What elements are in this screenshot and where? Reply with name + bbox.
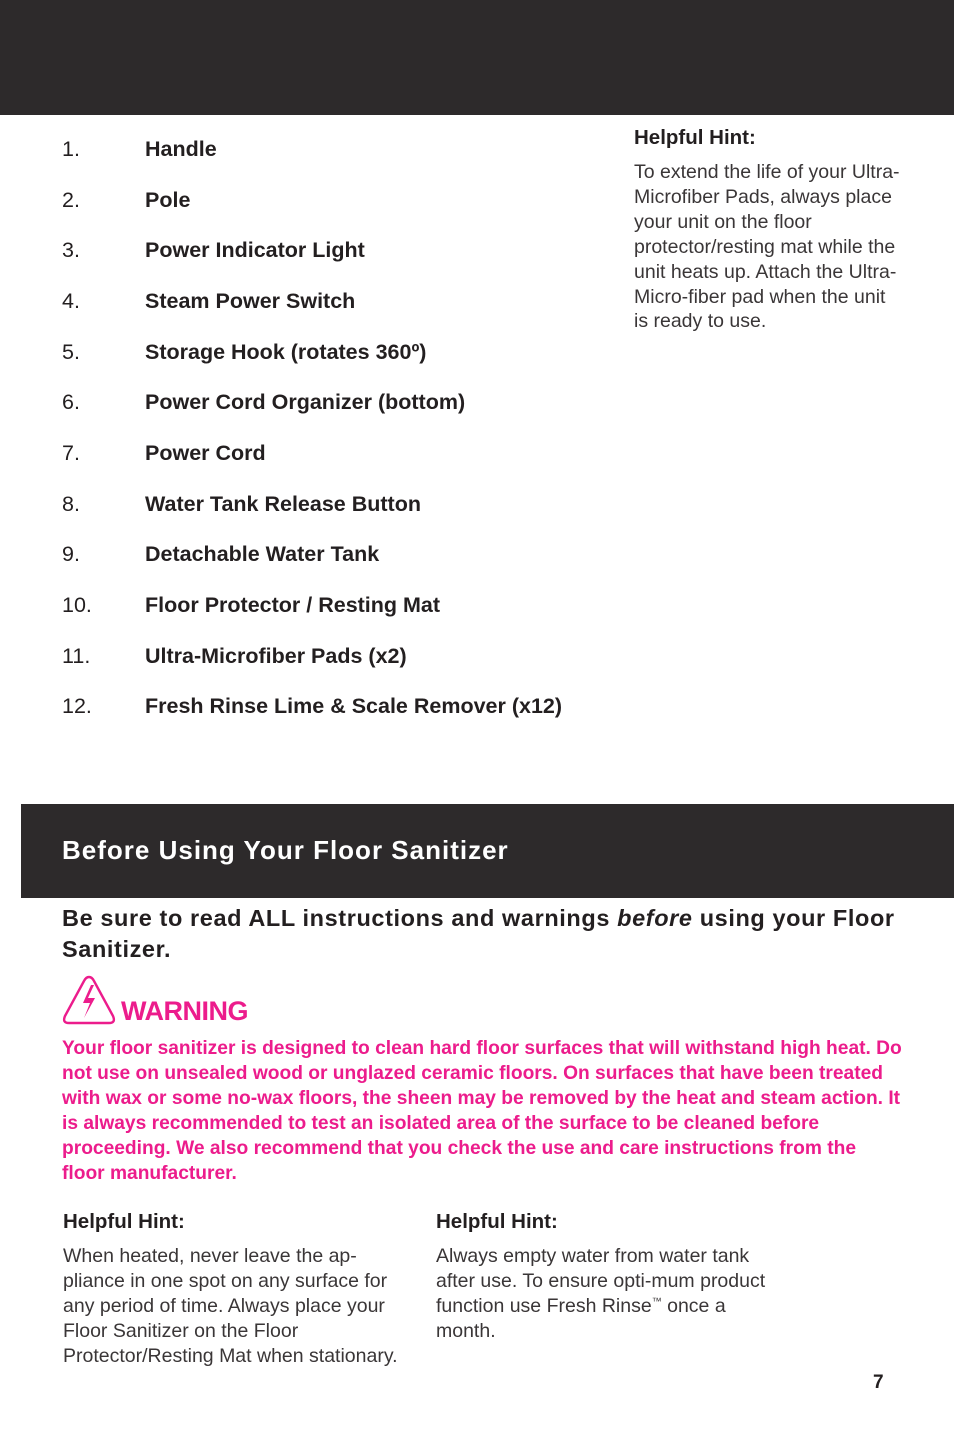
list-item bbox=[62, 175, 562, 226]
item-number: 12. bbox=[62, 694, 92, 719]
hint-body bbox=[436, 1244, 766, 1344]
item-label: Handle bbox=[145, 136, 217, 161]
item-number: 6. bbox=[62, 390, 80, 415]
section-header bbox=[21, 804, 954, 898]
hint-body-text: Always empty water from water tank after use. To ensure opti-mum product function use Fresh Rinse bbox=[436, 1245, 766, 1317]
item-number: 7. bbox=[62, 440, 80, 465]
warning-heading bbox=[61, 974, 248, 1026]
item-label: Floor Protector / Resting Mat bbox=[145, 593, 441, 618]
item-number: 2. bbox=[62, 187, 80, 212]
warning-label: WARNING bbox=[121, 996, 248, 1026]
list-item bbox=[62, 682, 562, 733]
list-item bbox=[62, 276, 562, 327]
helpful-hint-pads bbox=[634, 126, 904, 334]
item-number: 10. bbox=[62, 593, 92, 618]
list-item bbox=[62, 530, 562, 581]
item-number: 11. bbox=[62, 643, 91, 668]
header-bar bbox=[0, 0, 954, 115]
item-label: Pole bbox=[145, 187, 191, 212]
list-item bbox=[62, 124, 562, 175]
warning-bolt-icon bbox=[61, 974, 117, 1026]
intro-statement bbox=[62, 903, 912, 965]
item-number: 3. bbox=[62, 238, 80, 263]
hint-title: Helpful Hint: bbox=[436, 1210, 558, 1233]
section-title: Before Using Your Floor Sanitizer bbox=[62, 835, 509, 865]
item-label: Steam Power Switch bbox=[145, 288, 356, 313]
item-number: 1. bbox=[62, 136, 80, 161]
list-item bbox=[62, 327, 562, 378]
list-item bbox=[62, 479, 562, 530]
helpful-hint-heated bbox=[63, 1210, 403, 1369]
item-number: 4. bbox=[62, 288, 80, 313]
list-item bbox=[62, 377, 562, 428]
helpful-hint-empty-tank bbox=[436, 1210, 766, 1344]
item-label: Power Indicator Light bbox=[145, 238, 365, 263]
hint-body: To extend the life of your Ultra-Microfiber Pads, always place your unit on the floor protector/resting mat while the unit heats up. Attach the Ultra-Micro-fiber pad when the unit is ready to use. bbox=[634, 161, 900, 333]
item-number: 5. bbox=[62, 339, 80, 364]
list-item bbox=[62, 428, 562, 479]
hint-body: When heated, never leave the ap-pliance in one spot on any surface for any period of time. Always place your Floor Sanitizer on the Floor Protector/Resting Mat when stationary. bbox=[63, 1245, 398, 1367]
item-label: Water Tank Release Button bbox=[145, 491, 421, 516]
parts-list bbox=[62, 124, 562, 732]
item-number: 9. bbox=[62, 542, 80, 567]
trademark-symbol: ™ bbox=[651, 1296, 662, 1308]
list-item bbox=[62, 631, 562, 682]
intro-text-end: using your Floor Sanitizer. bbox=[62, 905, 895, 962]
hint-body-text-end: once a month. bbox=[436, 1294, 726, 1342]
item-label: Detachable Water Tank bbox=[145, 542, 380, 567]
item-label: Ultra-Microfiber Pads (x2) bbox=[145, 643, 407, 668]
item-number: 8. bbox=[62, 491, 80, 516]
item-label: Storage Hook (rotates 360º) bbox=[145, 339, 427, 364]
hint-title: Helpful Hint: bbox=[634, 126, 756, 149]
item-label: Power Cord Organizer (bottom) bbox=[145, 390, 466, 415]
list-item bbox=[62, 225, 562, 276]
intro-emphasis: before bbox=[617, 905, 693, 931]
item-label: Fresh Rinse Lime & Scale Remover (x12) bbox=[145, 694, 563, 719]
hint-title: Helpful Hint: bbox=[63, 1210, 185, 1233]
item-label: Power Cord bbox=[145, 440, 266, 465]
list-item bbox=[62, 580, 562, 631]
intro-text: Be sure to read ALL instructions and warnings bbox=[62, 905, 618, 931]
page-number: 7 bbox=[873, 1372, 884, 1393]
warning-text: Your floor sanitizer is designed to clean hard floor surfaces that will withstand high heat. Do not use on unsealed wood or unglazed ceramic floors. On surfaces that have been treated with wax or some no-wax floors, the sheen may be removed by the heat and steam action. It is always recommended to test an isolated area of the surface to be cleaned before proceeding. We also recommend that you check the use and care instructions from the floor manufacturer. bbox=[62, 1038, 902, 1184]
